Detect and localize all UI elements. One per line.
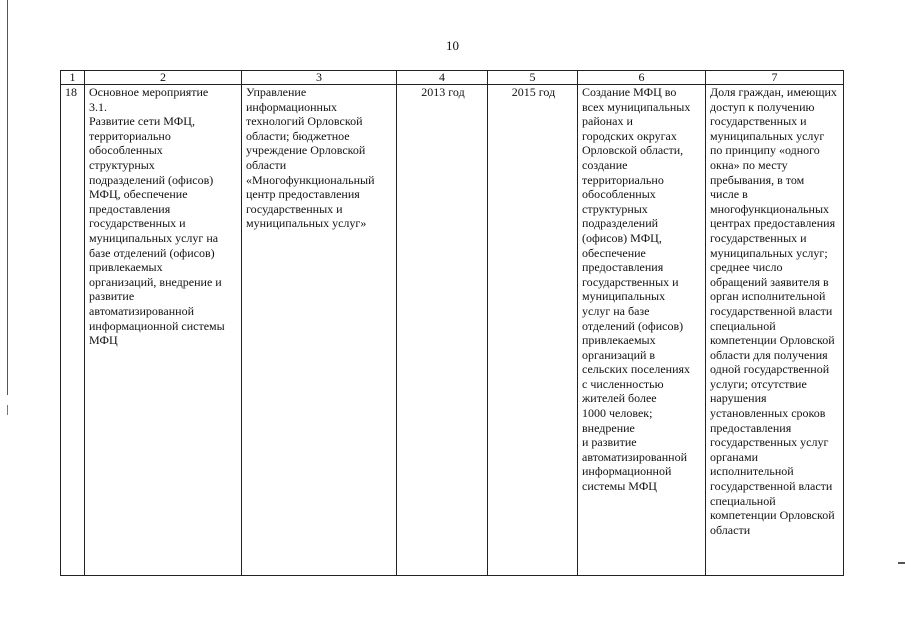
- column-number-6: 6: [578, 71, 706, 85]
- column-number-3: 3: [242, 71, 397, 85]
- page-number: 10: [446, 38, 459, 53]
- program-activities-table: [60, 70, 844, 576]
- expected-result-cell: Создание МФЦ во всех муниципальных районах и городских округах Орловской области, создание территориально обособленных структурных подразделений (офисов) МФЦ, обеспечение предоставления государственных и муниципальных услуг на базе отделений (офисов) привлекаемых организаций в сельских поселениях с численностью жителей более 1000 человек; внедрение и развитие автоматизированной информационной системы МФЦ: [578, 85, 706, 576]
- column-number-row: [61, 71, 844, 85]
- table-row: [61, 85, 844, 576]
- column-number-1: 1: [61, 71, 85, 85]
- executor-cell: Управление информационных технологий Орловской области; бюджетное учреждение Орловской области «Многофункциональный центр предоставления государственных и муниципальных услуг»: [242, 85, 397, 576]
- column-number-7: 7: [706, 71, 844, 85]
- indicators-cell: Доля граждан, имеющих доступ к получению государственных и муниципальных услуг по принципу «одного окна» по месту пребывания, в том числе в многофункциональных центрах предоставления государственных и муниципальных услуг; среднее число обращений заявителя в орган исполнительной государственной власти специальной компетенции Орловской области для получения одной государственной услуги; отсутствие нарушения установленных сроков предоставления государственных услуг органами исполнительной государственной власти специальной компетенции Орловской области: [706, 85, 844, 576]
- scan-left-edge: [7, 0, 8, 395]
- scan-left-mark: [7, 405, 8, 415]
- start-year-cell: 2013 год: [397, 85, 488, 576]
- column-number-5: 5: [488, 71, 578, 85]
- column-number-4: 4: [397, 71, 488, 85]
- end-year-cell: 2015 год: [488, 85, 578, 576]
- row-number-cell: 18: [61, 85, 85, 576]
- column-number-2: 2: [85, 71, 242, 85]
- activity-cell: Основное мероприятие 3.1. Развитие сети МФЦ, территориально обособленных структурных подразделений (офисов) МФЦ, обеспечение предоставления государственных и муниципальных услуг на базе отделений (офисов) привлекаемых организаций, внедрение и развитие автоматизированной информационной системы МФЦ: [85, 85, 242, 576]
- scan-right-mark: [898, 562, 905, 564]
